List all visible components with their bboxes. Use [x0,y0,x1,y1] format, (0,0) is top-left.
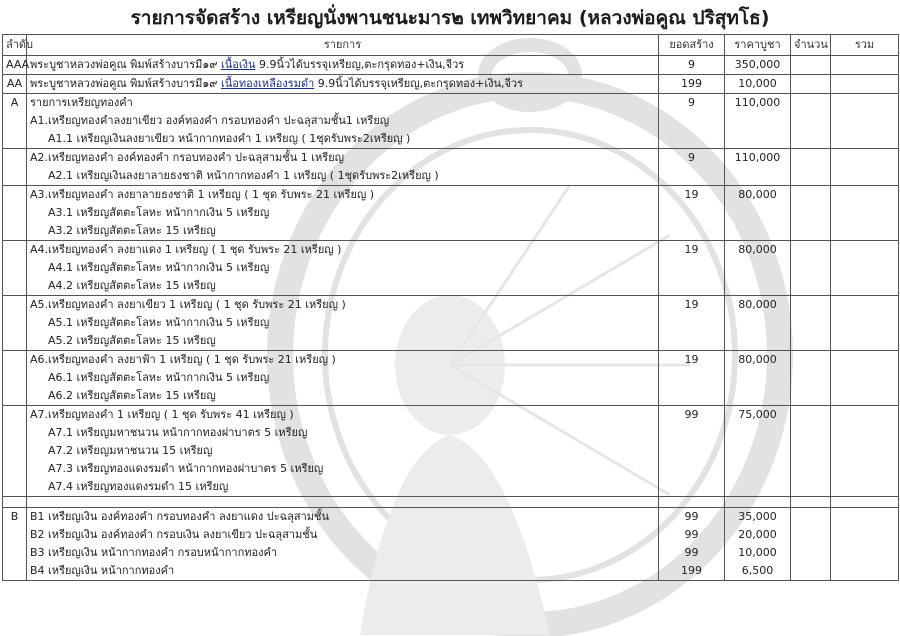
item-line: A6.1 เหรียญสัตตะโลหะ หน้ากากเงิน 5 เหรียญ [48,371,270,384]
row-item [27,241,659,296]
row-qty: 19 [659,296,725,351]
row-total [831,149,899,186]
item-highlight: เนื้อทองเหลืองรมดำ [220,77,315,90]
row-price: 80,000 [725,296,791,351]
row-total [831,351,899,406]
row-total [831,562,899,581]
table-row [3,296,899,351]
table-row [3,186,899,241]
item-line: A7.3 เหรียญทองแดงรมดำ หน้ากากทองฝาบาตร 5 เหรียญ [48,462,324,475]
row-item: B3 เหรียญเงิน หน้ากากทองคำ กรอบหน้ากากทองคำ [27,544,659,562]
table-row [3,94,899,149]
row-total [831,241,899,296]
item-line: A7.1 เหรียญมหาชนวน หน้ากากทองฝาบาตร 5 เหรียญ [48,426,308,439]
table-header-row [3,35,899,56]
item-line: A4.2 เหรียญสัตตะโลหะ 15 เหรียญ [48,279,216,292]
row-item: B1 เหรียญเงิน องค์ทองคำ กรอบทองคำ ลงยาแดง ปะฉลุสามชั้น [27,508,659,527]
row-qty: 99 [659,406,725,497]
item-text: 9.9นิ้วได้บรรจุเหรียญ,ตะกรุดทอง+เงิน,จีวร [255,58,465,71]
item-line: A5.1 เหรียญสัตตะโลหะ หน้ากากเงิน 5 เหรียญ [48,316,270,329]
item-line [30,75,655,93]
row-qty: 19 [659,241,725,296]
row-code: A [3,94,27,149]
row-qty: 9 [659,149,725,186]
spacer-cell [3,497,27,508]
row-code [3,186,27,241]
row-qty: 19 [659,186,725,241]
row-code: AA [3,75,27,94]
spacer-cell [791,497,831,508]
header-item: รายการ [27,35,659,56]
item-line: A4.เหรียญทองคำ ลงยาแดง 1 เหรียญ ( 1 ชุด รับพระ 21 เหรียญ ) [30,243,342,256]
row-price: 6,500 [725,562,791,581]
item-line: A6.เหรียญทองคำ ลงยาฟ้า 1 เหรียญ ( 1 ชุด รับพระ 21 เหรียญ ) [30,353,336,366]
row-count [791,351,831,406]
spacer-cell [659,497,725,508]
row-count [791,526,831,544]
table-row [3,406,899,497]
row-price: 80,000 [725,186,791,241]
row-total [831,526,899,544]
row-price: 10,000 [725,544,791,562]
item-line [30,56,655,74]
spacer-cell [725,497,791,508]
row-item: B2 เหรียญเงิน องค์ทองคำ กรอบเงิน ลงยาเขียว ปะฉลุสามชั้น [27,526,659,544]
item-line: A3.2 เหรียญสัตตะโลหะ 15 เหรียญ [48,224,216,237]
row-price: 110,000 [725,149,791,186]
header-code: ลำดับ [3,35,27,56]
item-line: A7.2 เหรียญมหาชนวน 15 เหรียญ [48,444,213,457]
row-qty: 99 [659,526,725,544]
table-row [3,526,899,544]
item-line: A4.1 เหรียญสัตตะโลหะ หน้ากากเงิน 5 เหรียญ [48,261,270,274]
item-line: A3.เหรียญทองคำ ลงยาลายธงชาติ 1 เหรียญ ( 1 ชุด รับพระ 21 เหรียญ ) [30,188,375,201]
header-price: ราคาบูชา [725,35,791,56]
item-line: A1.เหรียญทองคำลงยาเขียว องค์ทองคำ กรอบทองคำ ปะฉลุสามชั้น1 เหรียญ [30,114,390,127]
item-line: A7.4 เหรียญทองแดงรมดำ 15 เหรียญ [48,480,229,493]
item-text: พระบูชาหลวงพ่อคูณ พิมพ์สร้างบารมี๑๙ [30,77,221,90]
row-count [791,56,831,75]
header-total: รวม [831,35,899,56]
item-line: รายการเหรียญทองคำ [30,96,133,109]
spacer-cell [831,497,899,508]
row-count [791,406,831,497]
page-title: รายการจัดสร้าง เหรียญนั่งพานชนะมาร๒ เทพวิทยาคม (หลวงพ่อคูณ ปริสุทโธ) [130,7,770,29]
row-total [831,75,899,94]
row-total [831,508,899,527]
row-item [27,351,659,406]
row-price: 110,000 [725,94,791,149]
row-count [791,241,831,296]
item-line: A3.1 เหรียญสัตตะโลหะ หน้ากากเงิน 5 เหรียญ [48,206,270,219]
row-item [27,56,659,75]
item-line: A2.1 เหรียญเงินลงยาลายธงชาติ หน้ากากทองคำ 1 เหรียญ ( 1ชุดรับพระ2เหรียญ ) [48,169,439,182]
row-code [3,544,27,562]
row-qty: 199 [659,562,725,581]
row-qty: 99 [659,508,725,527]
row-count [791,562,831,581]
row-count [791,94,831,149]
row-qty: 9 [659,94,725,149]
row-total [831,56,899,75]
header-count: จำนวน [791,35,831,56]
row-total [831,296,899,351]
table-row [3,56,899,75]
table-row [3,544,899,562]
row-code [3,562,27,581]
row-item [27,94,659,149]
row-code [3,406,27,497]
row-item [27,186,659,241]
row-code [3,526,27,544]
item-line: A2.เหรียญทองคำ องค์ทองคำ กรอบทองคำ ปะฉลุสามชั้น 1 เหรียญ [30,151,345,164]
row-price: 35,000 [725,508,791,527]
item-line: A6.2 เหรียญสัตตะโลหะ 15 เหรียญ [48,389,216,402]
row-price: 80,000 [725,351,791,406]
row-count [791,75,831,94]
row-count [791,508,831,527]
item-line: A1.1 เหรียญเงินลงยาเขียว หน้ากากทองคำ 1 เหรียญ ( 1ชุดรับพระ2เหรียญ ) [48,132,411,145]
row-code [3,241,27,296]
order-table [2,34,899,581]
item-line: A5.2 เหรียญสัตตะโลหะ 15 เหรียญ [48,334,216,347]
row-price: 350,000 [725,56,791,75]
row-count [791,296,831,351]
row-code [3,149,27,186]
row-count [791,544,831,562]
table-row [3,241,899,296]
table-row [3,351,899,406]
row-qty: 19 [659,351,725,406]
item-text: 9.9นิ้วได้บรรจุเหรียญ,ตะกรุดทอง+เงิน,จีวร [314,77,523,90]
row-qty: 99 [659,544,725,562]
item-line: A7.เหรียญทองคำ 1 เหรียญ ( 1 ชุด รับพระ 41 เหรียญ ) [30,408,294,421]
row-price: 80,000 [725,241,791,296]
row-total [831,544,899,562]
row-item: B4 เหรียญเงิน หน้ากากทองคำ [27,562,659,581]
table-row [3,562,899,581]
table-row-spacer [3,497,899,508]
row-count [791,186,831,241]
header-qty: ยอดสร้าง [659,35,725,56]
table-row [3,75,899,94]
row-code: AAA [3,56,27,75]
row-item [27,296,659,351]
row-code [3,351,27,406]
row-total [831,406,899,497]
row-code [3,296,27,351]
row-item [27,406,659,497]
item-highlight: เนื้อเงิน [220,58,256,71]
item-line: A5.เหรียญทองคำ ลงยาเขียว 1 เหรียญ ( 1 ชุด รับพระ 21 เหรียญ ) [30,298,346,311]
row-item [27,75,659,94]
row-qty: 199 [659,75,725,94]
row-price: 75,000 [725,406,791,497]
row-item [27,149,659,186]
table-row [3,149,899,186]
row-count [791,149,831,186]
row-code: B [3,508,27,527]
row-total [831,94,899,149]
row-price: 10,000 [725,75,791,94]
row-total [831,186,899,241]
item-text: พระบูชาหลวงพ่อคูณ พิมพ์สร้างบารมี๑๙ [30,58,221,71]
spacer-cell [27,497,659,508]
row-qty: 9 [659,56,725,75]
table-row [3,508,899,527]
row-price: 20,000 [725,526,791,544]
